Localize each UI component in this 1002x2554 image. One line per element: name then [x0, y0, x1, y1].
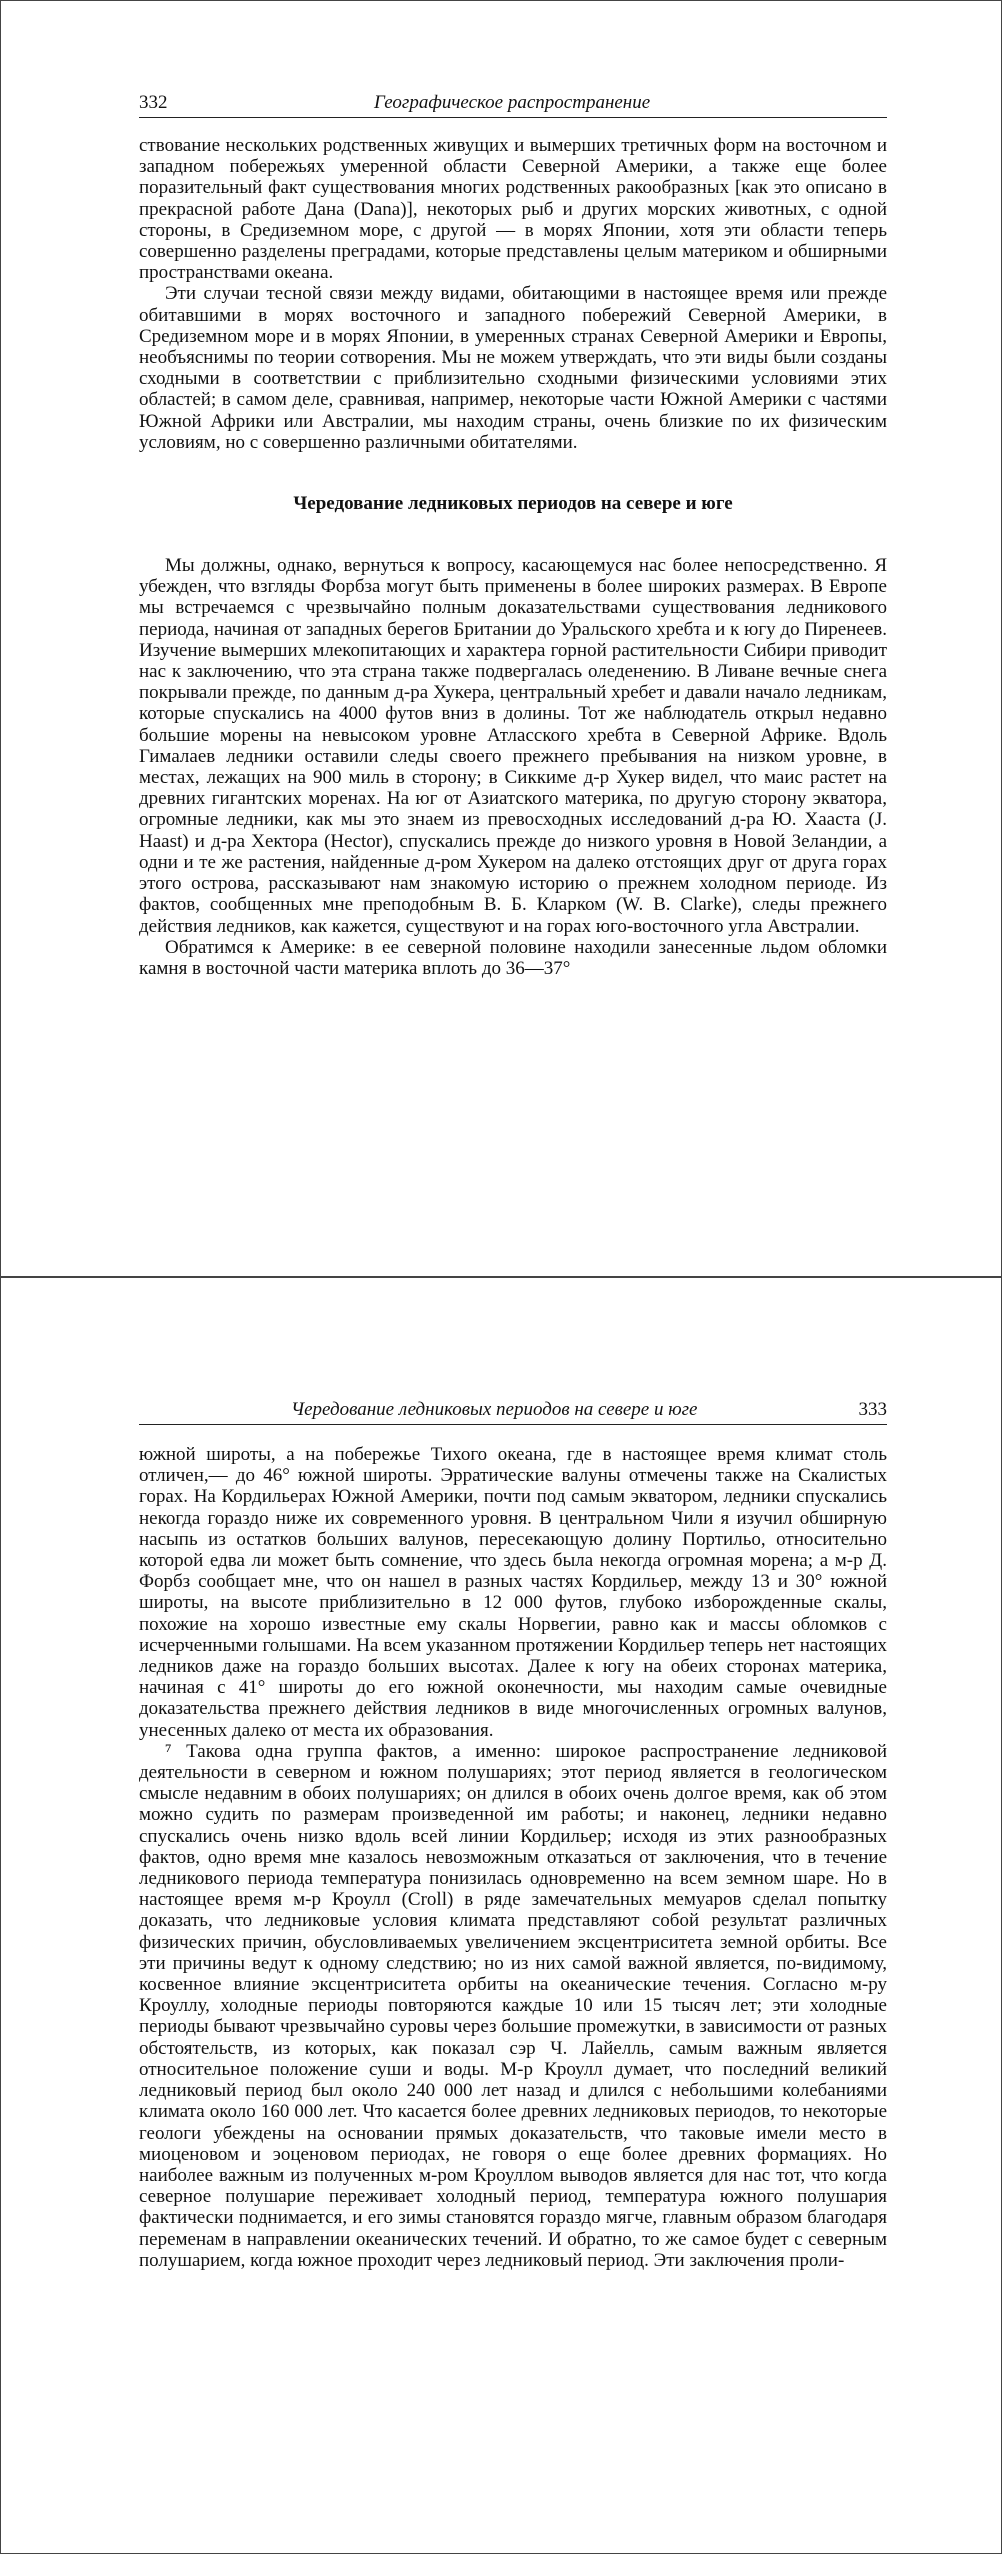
paragraph: Эти случаи тесной связи между видами, обитающими в настоящее время или прежде обитавшими в морях восточного и западного побережий Северной Америки, в Средиземном море и в морях Японии, в умеренных странах Северной Америки и Европы, необъяснимы по теории сотворения. Мы не можем утверждать, что эти виды были созданы сходными в соответствии с приблизительно сходными физическими условиями этих областей; в самом деле, сравнивая, например, некоторые части Южной Америки с частями Южной Африки или Австралии, мы находим страны, очень близкие по их физическим условиям, но с совершенно различными обитателями.	[139, 283, 887, 453]
page-body	[139, 1444, 887, 2271]
paragraph: Мы должны, однако, вернуться к вопросу, касающемуся нас более непосредственно. Я убежден, что взгляды Форбза могут быть применены в более широких размерах. В Европе мы встречаемся с чрезвычайно полным доказательствами существования ледникового периода, начиная от западных берегов Британии до Уральского хребта и к югу до Пиренеев. Изучение вымерших млекопитающих и характера горной растительности Сибири приводит нас к заключению, что эта страна также подвергалась оледенению. В Ливане вечные снега покрывали прежде, по данным д-ра Хукера, центральный хребет и давали начало ледникам, которые спускались на 4000 футов вниз в долины. Тот же наблюдатель открыл недавно большие морены на невысоком уровне Атласского хребта в Северной Африке. Вдоль Гималаев ледники оставили следы своего прежнего пребывания на низком уровне, в местах, лежащих на 900 миль в сторону; в Сиккиме д-р Хукер видел, что маис растет на древних гигантских моренах. На юг от Азиатского материка, по другую сторону экватора, огромные ледники, как мы это знаем из превосходных исследований д-ра Ю. Хааста (J. Haast) и д-ра Хектора (Hector), спускались прежде до низкого уровня в Новой Зеландии, а одни и те же растения, найденные д-ром Хукером на далеко отстоящих друг от друга горах этого острова, рассказывают нам знакомую историю о прежнем холодном периоде. Из фактов, сообщенных мне преподобным В. Б. Кларком (W. B. Clarke), следы прежнего действия ледников, как кажется, существуют и на горах юго-восточного угла Австралии.	[139, 555, 887, 937]
running-title: Географическое распространение	[374, 92, 651, 113]
running-header	[139, 91, 887, 118]
section-heading: Чередование ледниковых периодов на севере и юге	[293, 493, 733, 515]
paragraph: ⁷ Такова одна группа фактов, а именно: широкое распространение ледниковой деятельности в северном и южном полушариях; этот период является в геологическом смысле недавним в обоих полушариях; он длился в обоих очень долгое время, как об этом можно судить по размерам произведенной им работы; и наконец, ледники недавно спускались очень низко вдоль всей линии Кордильер; исходя из этих разнообразных фактов, одно время мне казалось невозможным отказаться от заключения, что в течение ледникового периода температура понизилась одновременно на всем земном шаре. Но в настоящее время м-р Кроулл (Croll) в ряде замечательных мемуаров сделал попытку доказать, что ледниковые условия климата представляют собой результат различных физических причин, обусловливаемых увеличением эксцентриситета земной орбиты. Все эти причины ведут к одному следствию; но из них самой важной является, по-видимому, косвенное влияние эксцентриситета орбиты на океанические течения. Согласно м-ру Кроуллу, холодные периоды повторяются каждые 10 или 15 тысяч лет; эти холодные периоды бывают чрезвычайно суровы через большие промежутки, в зависимости от разных обстоятельств, из которых, как показал сэр Ч. Лайелль, самым важным является относительное положение суши и воды. М-р Кроулл думает, что последний великий ледниковый период был около 240 000 лет назад и длился с небольшими колебаниями климата около 160 000 лет. Что касается более древних ледниковых периодов, то некоторые геологи убеждены на основании прямых доказательств, что таковые имели место в миоценовом и эоценовом периодах, не говоря о еще более древних формациях. Но наиболее важным из полученных м-ром Кроуллом выводов является для нас тот, что когда северное полушарие переживает холодный период, температура южного полушария фактически поднимается, и его зимы становятся гораздо мягче, главным образом благодаря переменам в направлении океанических течений. И обратно, то же самое будет с северным полушарием, когда южное проходит через ледниковый период. Эти заключения проли-	[139, 1740, 887, 2271]
paragraph: Обратимся к Америке: в ее северной половине находили занесенные льдом обломки камня в восточной части материка вплоть до 36—37°	[139, 936, 887, 979]
page-333	[0, 1277, 1002, 2554]
running-header	[139, 1398, 887, 1425]
page-number: 333	[858, 1399, 887, 1420]
paragraph: ствование нескольких родственных живущих и вымерших третичных форм на восточном и западном побережьях умеренной области Северной Америки, а также еще более поразительный факт существования многих родственных ракообразных [как это описано в прекрасной работе Дана (Dana)], некоторых рыб и других морских животных, с одной стороны, в Средиземном море, с другой — в морях Японии, хотя эти области теперь совершенно разделены преградами, которые представлены целым материком и обширными пространствами океана.	[139, 135, 887, 284]
paragraph: южной широты, а на побережье Тихого океана, где в настоящее время климат столь отличен,— до 46° южной широты. Эрратические валуны отмечены также на Скалистых горах. На Кордильерах Южной Америки, почти под самым экватором, ледники спускались некогда гораздо ниже их современного уровня. В центральном Чили я изучил обширную насыпь из остатков больших валунов, пересекающую долину Портильо, относительно которой едва ли может быть сомнение, что здесь была некогда огромная морена; а м-р Д. Форбз сообщает мне, что он нашел в разных частях Кордильер, между 13 и 30° южной широты, на высоте приблизительно в 12 000 футов, глубоко изборожденные скалы, похожие на хорошо известные ему скалы Норвегии, равно как и массы обломков с исчерченными голышами. На всем указанном протяжении Кордильер теперь нет настоящих ледников даже на гораздо больших высотах. Далее к югу на обеих сторонах материка, начиная с 41° широты до его южной оконечности, мы находим самые очевидные доказательства прежнего действия ледников в виде многочисленных огромных валунов, унесенных далеко от места их образования.	[139, 1444, 887, 1741]
page-number: 332	[139, 92, 168, 113]
running-title: Чередование ледниковых периодов на севере и юге	[291, 1399, 698, 1420]
page-body	[139, 135, 887, 979]
